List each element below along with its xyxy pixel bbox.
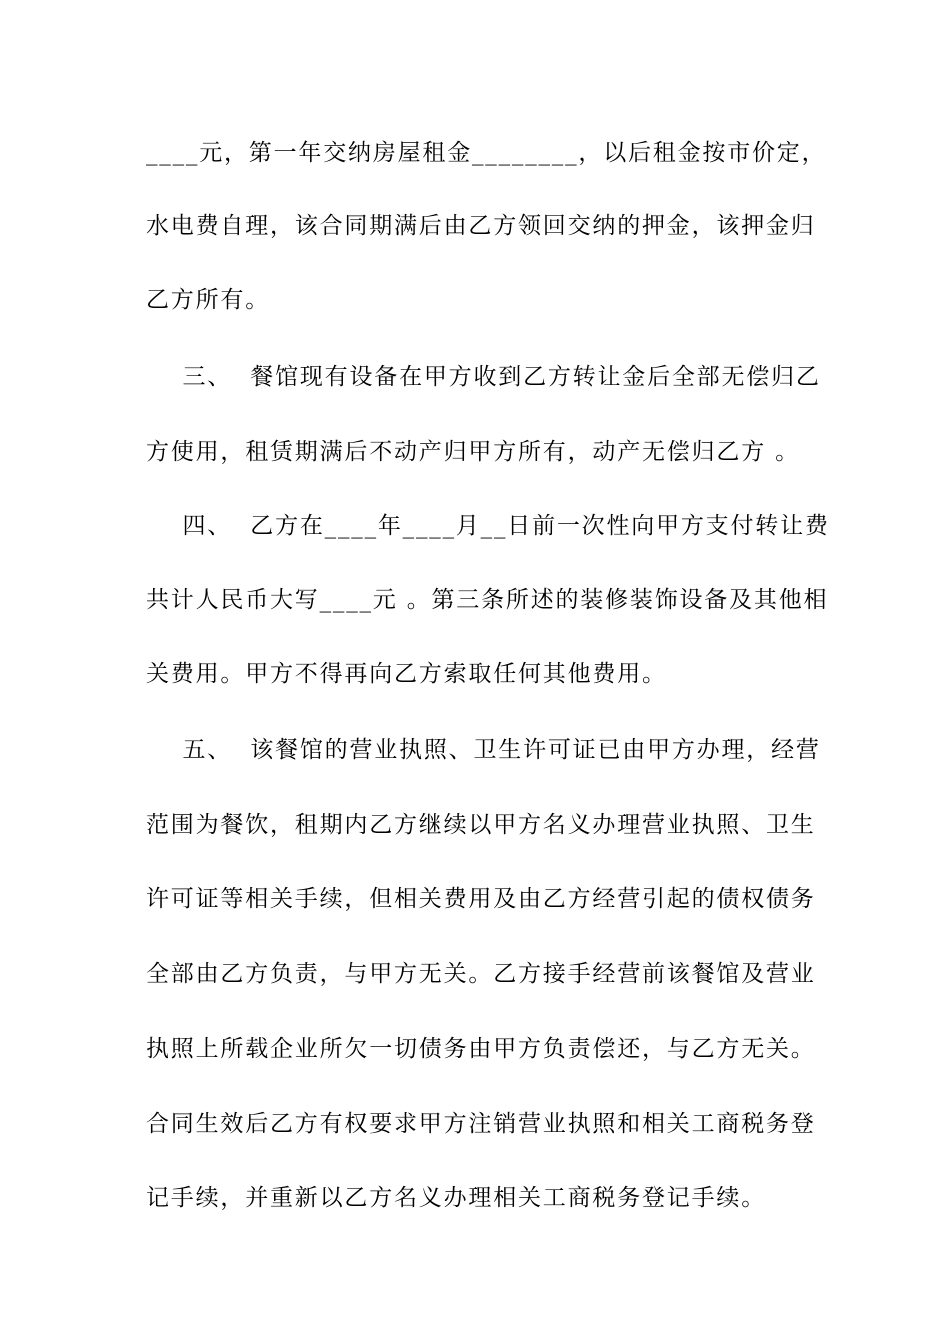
text-line: 共计人民币大写____元 。第三条所述的装修装饰设备及其他相 (146, 587, 829, 613)
text-line: 范围为餐饮，租期内乙方继续以甲方名义办理营业执照、卫生 (146, 812, 816, 838)
text-line: 乙方所有。 (146, 287, 270, 313)
text-line: 合同生效后乙方有权要求甲方注销营业执照和相关工商税务登 (146, 1111, 816, 1137)
text-line: 三、 餐馆现有设备在甲方收到乙方转让金后全部无偿归乙 (146, 364, 821, 390)
text-line: 记手续，并重新以乙方名义办理相关工商税务登记手续。 (146, 1185, 766, 1211)
text-line: 方使用，租赁期满后不动产归甲方所有，动产无偿归乙方 。 (146, 439, 800, 465)
text-line: 许可证等相关手续，但相关费用及由乙方经营引起的债权债务 (146, 886, 816, 912)
text-line: 执照上所载企业所欠一切债务由甲方负责偿还，与乙方无关。 (146, 1036, 816, 1062)
text-line: 水电费自理，该合同期满后由乙方领回交纳的押金，该押金归 (146, 213, 816, 239)
text-line: ____元，第一年交纳房屋租金________，以后租金按市价定， (146, 140, 827, 166)
text-line: 五、 该餐馆的营业执照、卫生许可证已由甲方办理，经营 (146, 737, 821, 763)
text-line: 关费用。甲方不得再向乙方索取任何其他费用。 (146, 661, 667, 687)
text-line: 全部由乙方负责，与甲方无关。乙方接手经营前该餐馆及营业 (146, 961, 816, 987)
text-line: 四、 乙方在____年____月__日前一次性向甲方支付转让费 (146, 513, 830, 539)
